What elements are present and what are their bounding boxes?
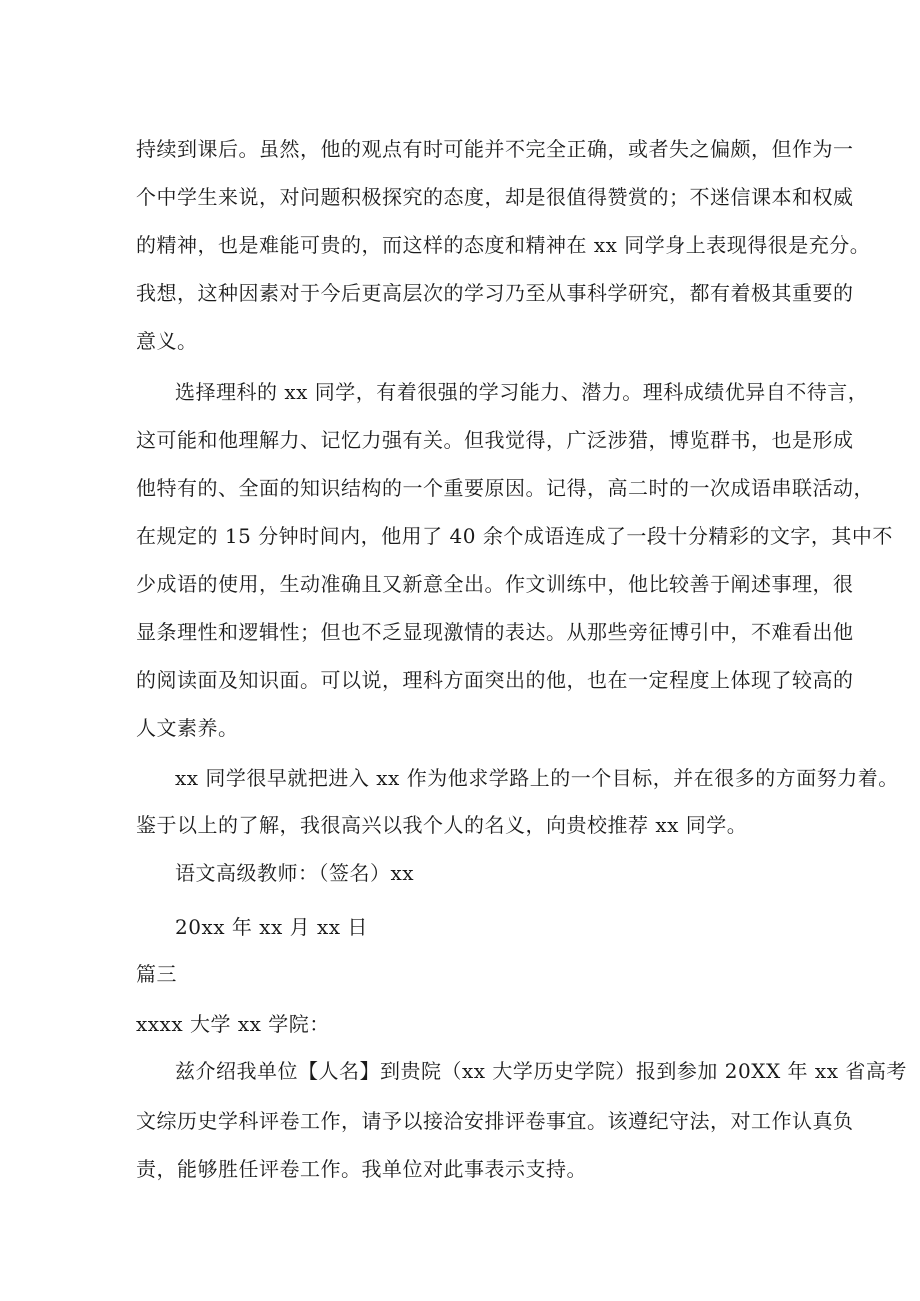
text-line: 兹介绍我单位【人名】到贵院（xx 大学历史学院）报到参加 20XX 年 xx 省高考 — [175, 1059, 907, 1083]
text-line: 责，能够胜任评卷工作。我单位对此事表示支持。 — [136, 1157, 587, 1181]
text-line: 鉴于以上的了解，我很高兴以我个人的名义，向贵校推荐 xx 同学。 — [136, 813, 748, 837]
text-line: 选择理科的 xx 同学，有着很强的学习能力、潜力。理科成绩优异自不待言， — [175, 380, 869, 404]
text-line: 文综历史学科评卷工作，请予以接洽安排评卷事宜。该遵纪守法，对工作认真负 — [136, 1109, 854, 1133]
text-line: 显条理性和逻辑性；但也不乏显现激情的表达。从那些旁征博引中，不难看出他 — [136, 620, 854, 644]
text-line: 个中学生来说，对问题积极探究的态度，却是很值得赞赏的；不迷信课本和权威 — [136, 185, 854, 209]
signature-line: 语文高级教师：（签名）xx — [175, 861, 415, 885]
text-line: 这可能和他理解力、记忆力强有关。但我觉得，广泛涉猎，博览群书，也是形成 — [136, 428, 854, 452]
text-line: 人文素养。 — [136, 716, 239, 740]
date-line: 20xx 年 xx 月 xx 日 — [175, 915, 368, 939]
section-title: 篇三 — [136, 962, 177, 986]
text-line: 持续到课后。虽然，他的观点有时可能并不完全正确，或者失之偏颇，但作为一 — [136, 137, 854, 161]
text-line: 的精神，也是难能可贵的，而这样的态度和精神在 xx 同学身上表现得很是充分。 — [136, 233, 871, 257]
text-line: 意义。 — [136, 329, 198, 353]
text-line: 我想，这种因素对于今后更高层次的学习乃至从事科学研究，都有着极其重要的 — [136, 281, 854, 305]
addressee-line: xxxx 大学 xx 学院： — [136, 1012, 330, 1036]
text-line: xx 同学很早就把进入 xx 作为他求学路上的一个目标，并在很多的方面努力着。 — [175, 766, 899, 790]
text-line: 在规定的 15 分钟时间内，他用了 40 余个成语连成了一段十分精彩的文字，其中不 — [136, 524, 893, 548]
text-line: 的阅读面及知识面。可以说，理科方面突出的他，也在一定程度上体现了较高的 — [136, 668, 854, 692]
text-line: 他特有的、全面的知识结构的一个重要原因。记得，高二时的一次成语串联活动， — [136, 476, 874, 500]
text-line: 少成语的使用，生动准确且又新意全出。作文训练中，他比较善于阐述事理，很 — [136, 572, 854, 596]
